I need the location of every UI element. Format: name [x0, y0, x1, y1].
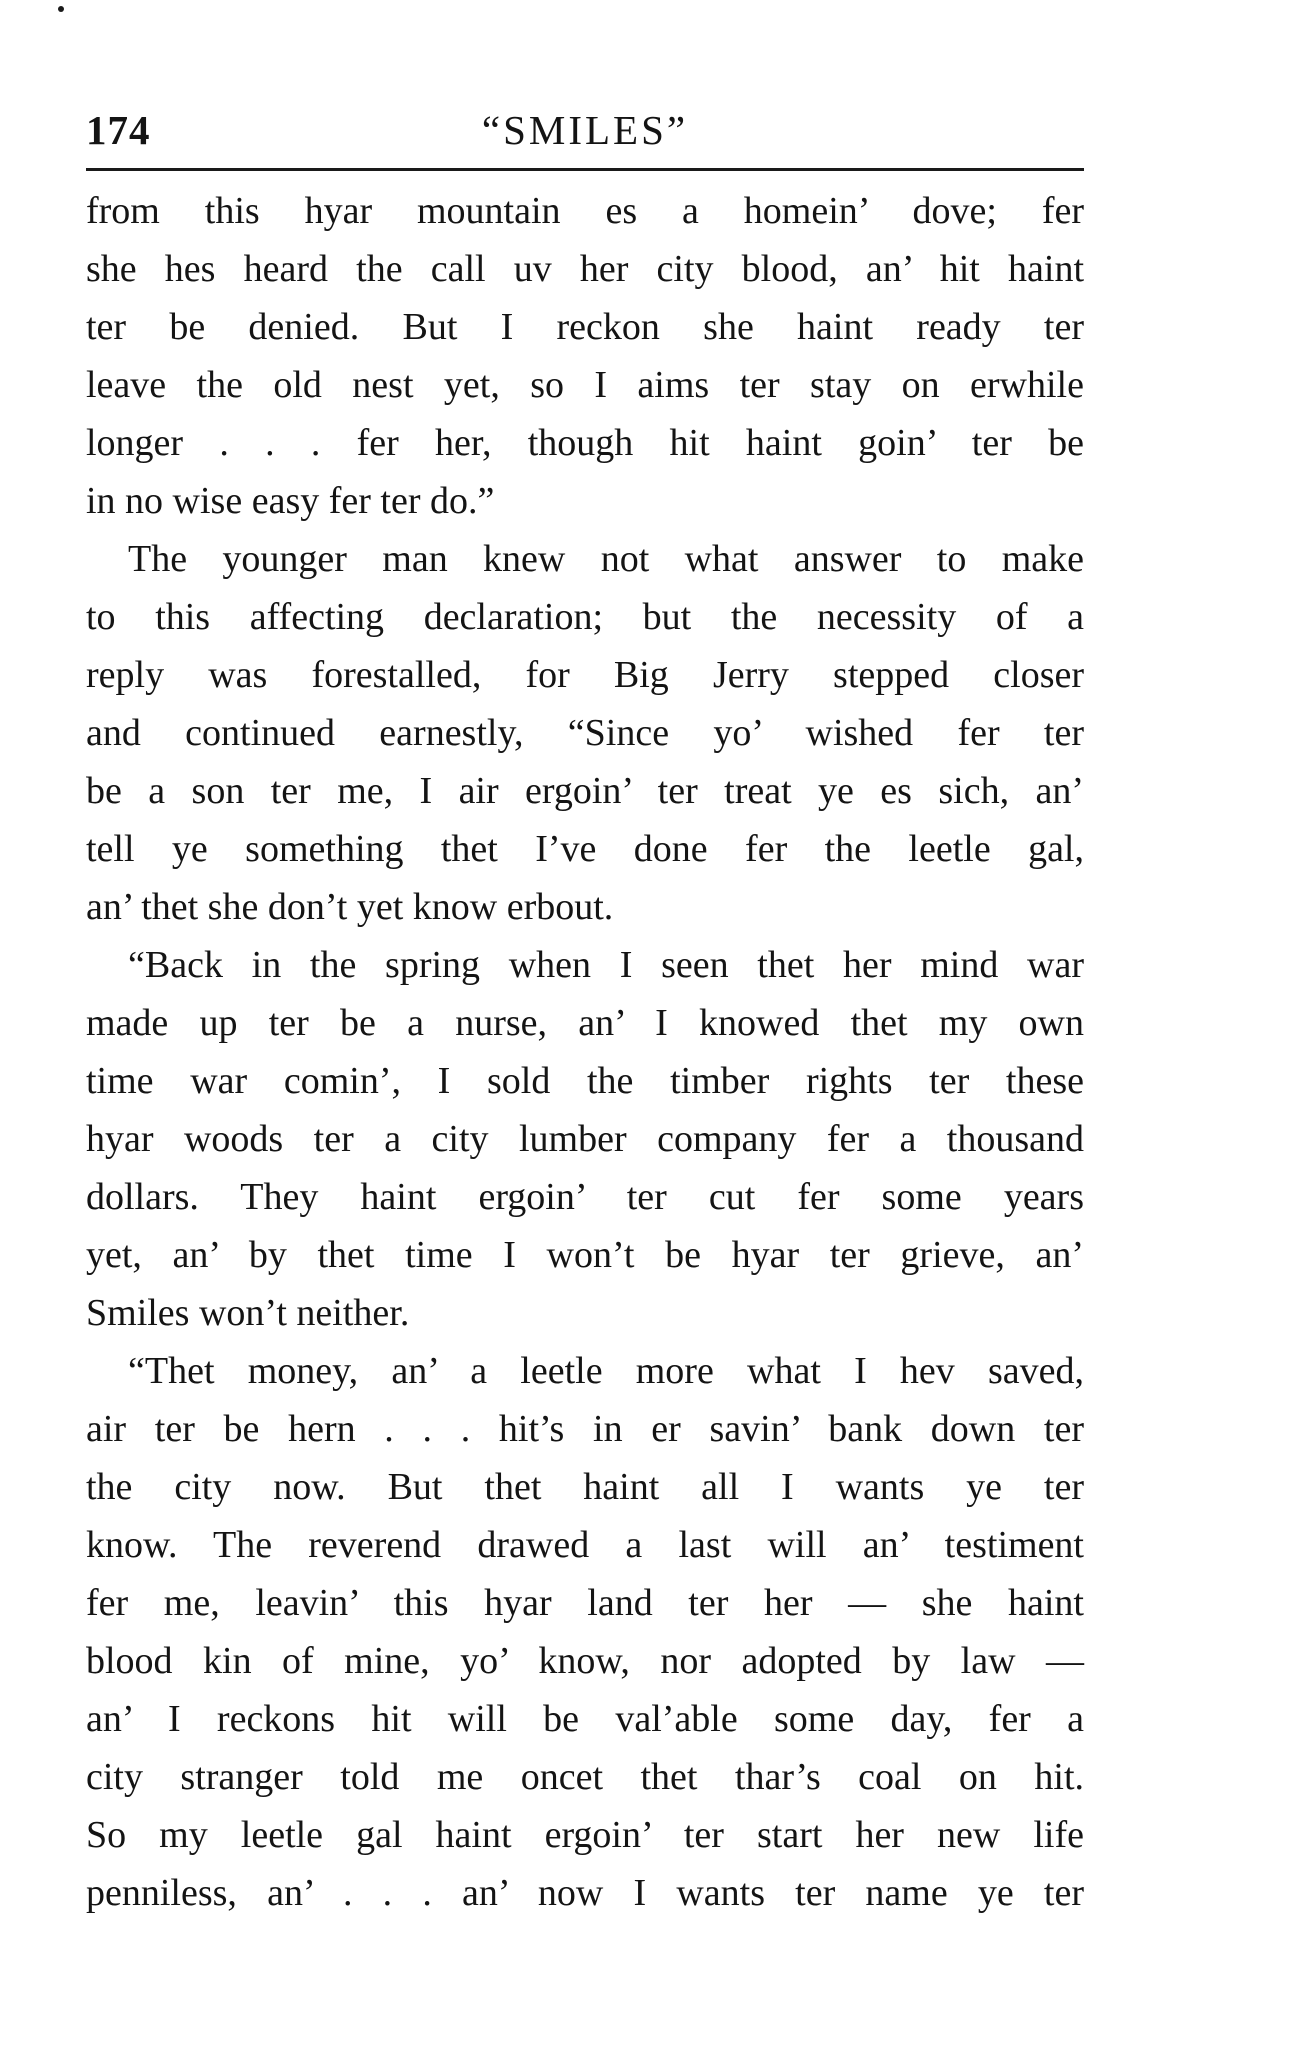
text-line: So my leetle gal haint ergoin’ ter start her new life — [86, 1814, 1084, 1856]
text-line: “Thet money, an’ a leetle more what I hev saved, — [128, 1350, 1084, 1392]
text-line: from this hyar mountain es a homein’ dove; fer — [86, 190, 1084, 232]
text-line: ter be denied. But I reckon she haint ready ter — [86, 306, 1084, 348]
text-line: “Back in the spring when I seen thet her mind war — [128, 944, 1084, 986]
text-line: reply was forestalled, for Big Jerry stepped closer — [86, 654, 1084, 696]
text-line: Smiles won’t neither. — [86, 1292, 410, 1334]
body-text — [86, 182, 1084, 1922]
text-line: the city now. But thet haint all I wants ye ter — [86, 1466, 1084, 1508]
text-line: city stranger told me oncet thet thar’s coal on hit. — [86, 1756, 1084, 1798]
text-line: longer . . . fer her, though hit haint goin’ ter be — [86, 422, 1084, 464]
running-title: “SMILES” — [481, 107, 689, 153]
text-line: air ter be hern . . . hit’s in er savin’ bank down ter — [86, 1408, 1084, 1450]
header-rule — [86, 168, 1084, 171]
page-number: 174 — [86, 107, 151, 153]
text-line: made up ter be a nurse, an’ I knowed thet my own — [86, 1002, 1084, 1044]
text-line: tell ye something thet I’ve done fer the leetle gal, — [86, 828, 1084, 870]
text-line: fer me, leavin’ this hyar land ter her — she haint — [86, 1582, 1084, 1624]
text-line: she hes heard the call uv her city blood, an’ hit haint — [86, 248, 1084, 290]
ink-speck — [58, 6, 64, 12]
text-line: and continued earnestly, “Since yo’ wished fer ter — [86, 712, 1084, 754]
text-line: yet, an’ by thet time I won’t be hyar ter grieve, an’ — [86, 1234, 1084, 1276]
text-line: hyar woods ter a city lumber company fer a thousand — [86, 1118, 1084, 1160]
text-line: to this affecting declaration; but the necessity of a — [86, 596, 1084, 638]
text-line: an’ thet she don’t yet know erbout. — [86, 886, 614, 928]
text-line: time war comin’, I sold the timber rights ter these — [86, 1060, 1084, 1102]
text-line: dollars. They haint ergoin’ ter cut fer some years — [86, 1176, 1084, 1218]
text-line: penniless, an’ . . . an’ now I wants ter name ye ter — [86, 1872, 1084, 1914]
text-line: know. The reverend drawed a last will an’ testiment — [86, 1524, 1084, 1566]
text-line: The younger man knew not what answer to make — [128, 538, 1084, 580]
page-header — [86, 100, 1084, 160]
text-line: an’ I reckons hit will be val’able some day, fer a — [86, 1698, 1084, 1740]
text-line: blood kin of mine, yo’ know, nor adopted by law — — [86, 1640, 1084, 1682]
text-line: be a son ter me, I air ergoin’ ter treat ye es sich, an’ — [86, 770, 1084, 812]
text-line: in no wise easy fer ter do.” — [86, 480, 495, 522]
text-line: leave the old nest yet, so I aims ter stay on erwhile — [86, 364, 1084, 406]
